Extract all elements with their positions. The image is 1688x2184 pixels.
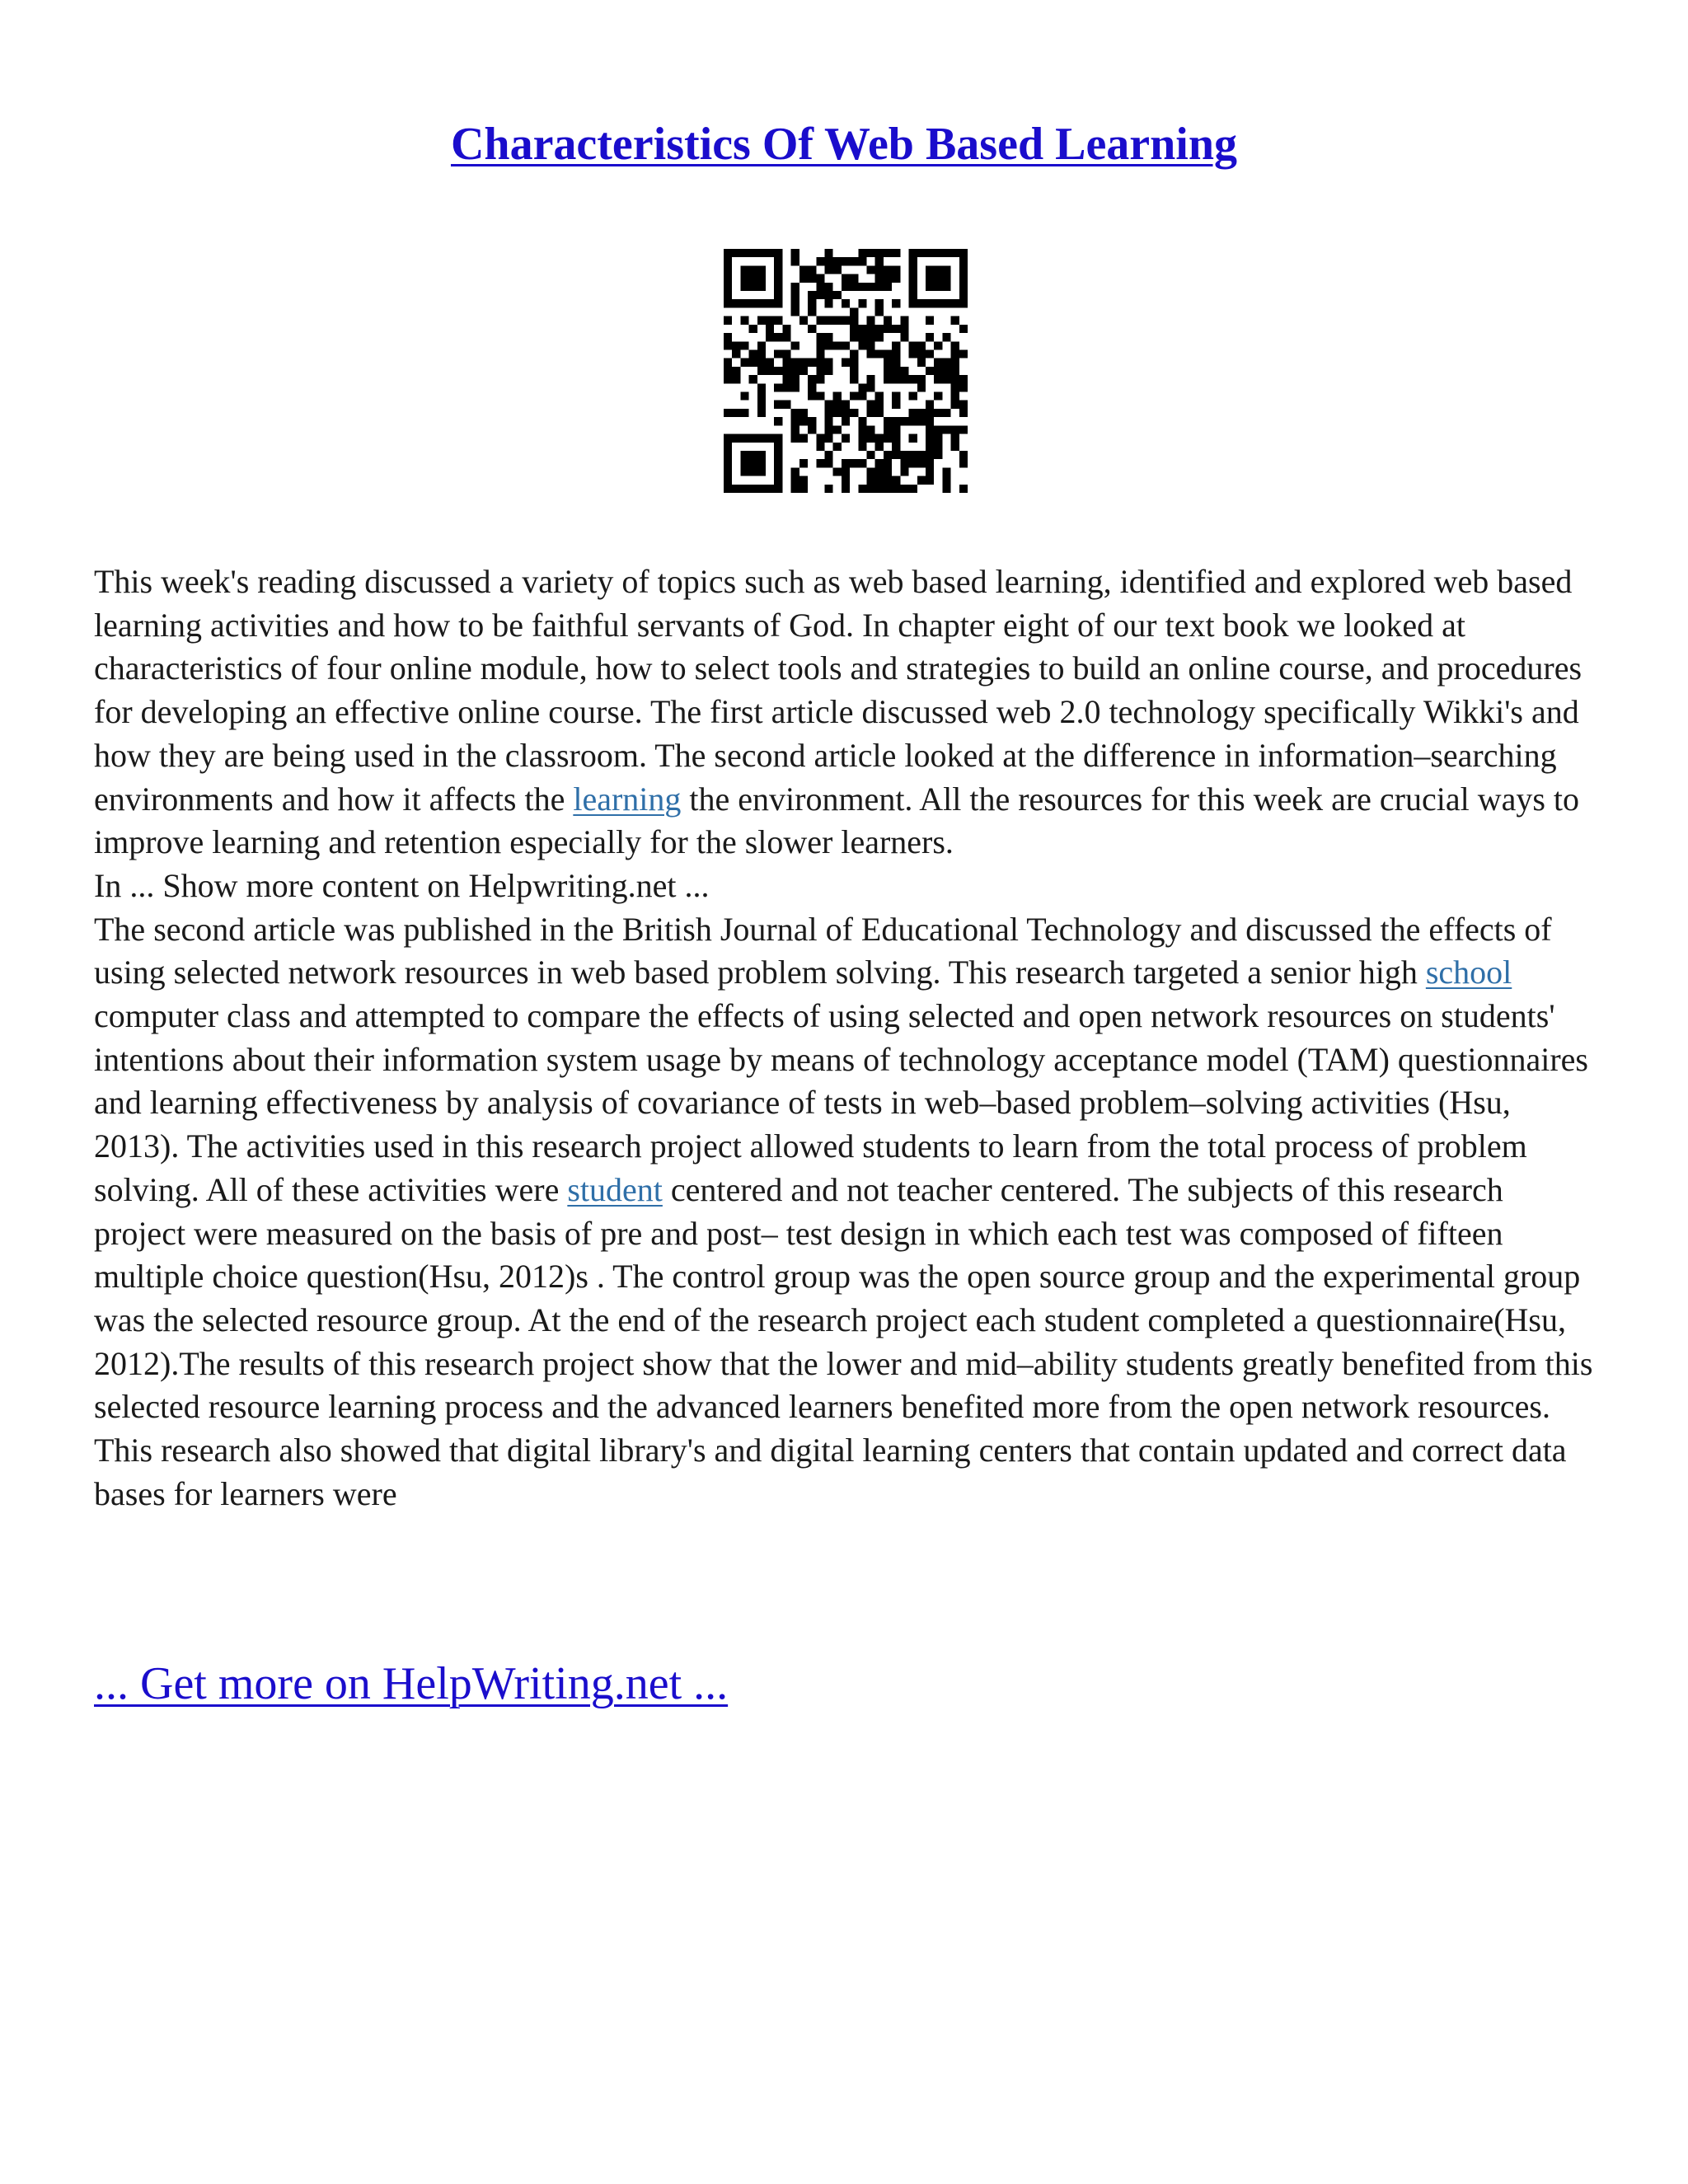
paragraph-text: computer class and attempted to compare the effects of using selected and open network resources on students' intentions about their information system usage by means of technology acceptance model (TAM) questionnaires and learning effectiveness by analysis of covariance of tests in web–based problem–solving activities (Hsu, 2013). The activities used in this research project allowed students to learn from the total process of problem solving. All of these activities were bbox=[94, 997, 1588, 1208]
show-more-text: In ... Show more content on Helpwriting.net ... bbox=[94, 866, 710, 904]
title-link[interactable]: Characteristics Of Web Based Learning bbox=[450, 119, 1238, 170]
school-link[interactable]: school bbox=[1425, 954, 1512, 991]
get-more-section bbox=[94, 1655, 728, 1713]
paragraph-text: centered and not teacher centered. The subjects of this research project were measured on the basis of pre and post– test design in which each test was composed of fifteen multiple choice question(Hsu, 2012)s . The control group was the open source group and the experimental group was the selected resource group. At the end of the research project each student completed a questionnaire(Hsu, 2012).The results of this research project show that the lower and mid–ability students greatly benefited from this selected resource learning process and the advanced learners benefited more from the open network resources. This research also showed that digital library's and digital learning centers that contain updated and correct data bases for learners were bbox=[94, 1170, 1593, 1512]
paragraph-intro bbox=[94, 560, 1602, 865]
get-more-link[interactable]: ... Get more on HelpWriting.net ... bbox=[94, 1658, 729, 1709]
article-body bbox=[94, 560, 1602, 1516]
paragraph-main bbox=[94, 908, 1602, 1516]
paragraph-text: the environment. All the resources for this week are crucial ways to improve learning and retention especially for the slower learners. bbox=[94, 780, 1580, 861]
student-link[interactable]: student bbox=[567, 1170, 663, 1208]
learning-link[interactable]: learning bbox=[573, 780, 682, 818]
paragraph-text: This week's reading discussed a variety of topics such as web based learning, identified and explored web based learning activities and how to be faithful servants of God. In chapter eight of our text book we looked at characteristics of four online module, how to select tools and strategies to build an online course, and procedures for developing an effective online course. The first article discussed web 2.0 technology specifically Wikki's and how they are being used in the classroom. The second article looked at the difference in information–searching environments and how it affects the bbox=[94, 563, 1582, 818]
qr-code-icon bbox=[724, 249, 968, 493]
page-title bbox=[0, 115, 1688, 173]
paragraph-text: The second article was published in the British Journal of Educational Technology and discussed the effects of using selected network resources in web based problem solving. This research targeted a senior high bbox=[94, 910, 1552, 991]
